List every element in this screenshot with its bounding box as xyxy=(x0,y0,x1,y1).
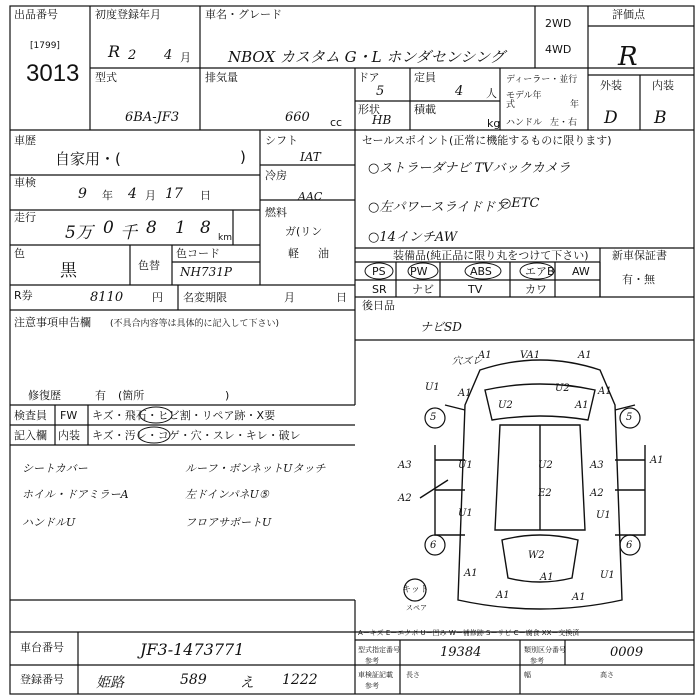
fw-items: キズ・飛石・ヒビ割・リペア跡・X要 xyxy=(92,409,276,422)
class-label: 類別区分番号 xyxy=(524,646,566,654)
class-ref: 参考 xyxy=(530,657,544,665)
equip-ps: PS xyxy=(372,265,386,278)
shift-label: シフト xyxy=(265,134,298,147)
sales-title: セールスポイント(正常に機能するものに限ります) xyxy=(362,134,612,147)
damage-legend: A－キズ E－エクボ U－凹み W－補修跡 S－サビ C－腐食 XX－交換済 xyxy=(358,629,580,637)
inspection-month: 4 xyxy=(128,186,137,202)
inspection-year-char: 年 xyxy=(102,189,113,202)
equip-tv: TV xyxy=(468,283,483,296)
lot-number-label: 出品番号 xyxy=(14,8,58,21)
height-label: 高さ xyxy=(600,671,614,679)
dmg-wheel-6-right: 6 xyxy=(626,540,633,551)
memo-1: シートカバー xyxy=(22,462,88,475)
recycle-value: 8110 xyxy=(90,290,124,305)
exterior-grade: D xyxy=(604,108,618,128)
color-label: 色 xyxy=(14,247,25,260)
dmg-hood-front: 穴ズレ xyxy=(452,356,482,367)
dmg-wheel-5-right: 5 xyxy=(626,412,633,423)
cc-unit: cc xyxy=(330,116,343,129)
dmg-left-door-u1: U1 xyxy=(458,460,473,471)
sales-point-3: ○ETC xyxy=(500,196,540,211)
doors-label: ドア xyxy=(358,71,380,84)
capacity-unit: 人 xyxy=(486,87,497,100)
plate-number: 1222 xyxy=(282,672,318,688)
dmg-left-rear-u1: U1 xyxy=(458,508,473,519)
repair-close: ) xyxy=(225,389,230,402)
car-name: NBOX カスタム G・L ホンダセンシング xyxy=(228,48,505,66)
shift-value: IAT xyxy=(300,150,321,164)
sales-point-2: ○左パワースライドドア xyxy=(368,200,508,215)
plate-label: 登録番号 xyxy=(20,673,64,686)
dmg-fr-a1: A1 xyxy=(598,386,612,397)
dmg-fl-fender: U1 xyxy=(425,382,440,393)
memo-6: フロアサポートU xyxy=(185,516,272,529)
warranty-value: 有・無 xyxy=(622,273,655,286)
repair-value: 有 xyxy=(95,389,106,402)
retrofit-label: 後日品 xyxy=(362,299,395,312)
color-code: NH731P xyxy=(180,265,232,279)
yen-unit: 円 xyxy=(152,291,163,304)
class-value: 0009 xyxy=(610,645,644,660)
handle-value: 左・右 xyxy=(550,118,578,128)
interior-grade: B xyxy=(654,108,667,128)
memo-3: ハンドルU xyxy=(22,516,76,529)
inspector-label: 検査員 xyxy=(14,409,47,422)
name-change-label: 名変期限 xyxy=(183,291,227,304)
equip-airbag: エアB xyxy=(525,265,555,278)
doors-value: 5 xyxy=(376,84,385,99)
dmg-rear-left-a1: A1 xyxy=(464,568,478,579)
mileage-label: 走行 xyxy=(14,211,36,224)
caution-label: 注意事項申告欄 xyxy=(14,316,91,329)
dmg-hood-u2a: U2 xyxy=(498,400,513,411)
dmg-bumper-a1: A1 xyxy=(496,590,510,601)
plate-class: 589 xyxy=(180,672,207,688)
dmg-front-va1: VA1 xyxy=(520,350,541,361)
dmg-rear-a1: A1 xyxy=(540,572,554,583)
car-reference-ref: 参考 xyxy=(365,682,379,690)
equip-sr: SR xyxy=(372,283,387,296)
certified-label: 型式指定番号 xyxy=(358,646,400,654)
certified-value: 19384 xyxy=(440,645,482,660)
dmg-roof-e2: E2 xyxy=(538,488,552,499)
chassis-label: 車台番号 xyxy=(20,641,64,654)
shape-value: HB xyxy=(372,113,392,127)
mileage-digit-0: 0 xyxy=(103,218,114,238)
memo-5: 左ドインパネU⑤ xyxy=(185,488,269,501)
spare-sub: スペア xyxy=(406,604,427,612)
dealer-label: ディーラー・並行 xyxy=(506,75,578,85)
equip-abs: ABS xyxy=(470,265,492,278)
km-unit: km xyxy=(218,233,232,243)
dmg-fl-a1: A1 xyxy=(458,388,472,399)
inspection-month-char: 月 xyxy=(145,189,156,202)
inspection-label: 車検 xyxy=(14,176,36,189)
repair-label: 修復歴 xyxy=(28,389,61,402)
first-reg-label: 初度登録年月 xyxy=(95,8,161,21)
mileage-man: 5万 xyxy=(65,223,93,243)
car-reference-label: 車検証記載 xyxy=(358,671,393,679)
load-label: 積載 xyxy=(414,103,436,116)
exterior-label: 外装 xyxy=(600,79,622,92)
dmg-rear-w2: W2 xyxy=(528,550,545,561)
fuel-light: 軽 xyxy=(288,247,299,260)
plate-region: 姫路 xyxy=(96,675,124,691)
capacity-value: 4 xyxy=(455,84,464,99)
model-label: 型式 xyxy=(95,71,117,84)
mileage-digit-8b: 8 xyxy=(200,218,211,238)
shape-label: 形状 xyxy=(358,103,380,116)
ac-value: AAC xyxy=(298,190,323,203)
mileage-sen: 千 xyxy=(120,223,137,243)
chassis-value: JF3-1473771 xyxy=(140,640,245,659)
recycle-label: R券 xyxy=(14,289,33,302)
dmg-rear-right-u1: U1 xyxy=(600,570,615,581)
interior-insp-label: 内装 xyxy=(58,429,80,442)
name-grade-label: 車名・グレード xyxy=(205,8,282,21)
equip-leather: カワ xyxy=(525,283,547,296)
grade-value: R xyxy=(618,42,638,72)
handle-label: ハンドル xyxy=(506,118,543,128)
dmg-wheel-6-left: 6 xyxy=(430,540,437,551)
caution-hint: (不具合内容等は具体的に記入して下さい) xyxy=(110,319,280,329)
dmg-fr-a1b: A1 xyxy=(575,400,589,411)
model-year-label: モデル年式 xyxy=(506,91,542,110)
color-change-label: 色替 xyxy=(138,259,160,272)
year-unit: 年 xyxy=(570,100,580,110)
dmg-right-a1: A1 xyxy=(650,455,664,466)
model-value: 6BA-JF3 xyxy=(125,110,180,125)
memo-2: ホイル・ドアミラーA xyxy=(22,488,129,501)
inspection-day: 17 xyxy=(165,186,183,202)
dmg-bumper-a1b: A1 xyxy=(572,592,586,603)
width-label: 幅 xyxy=(524,671,531,679)
reg-year: 2 xyxy=(128,48,137,63)
dmg-right-door-a3: A3 xyxy=(590,460,604,471)
displacement-label: 排気量 xyxy=(205,71,238,84)
interior-label: 内装 xyxy=(652,79,674,92)
color-code-label: 色コード xyxy=(176,247,220,260)
dmg-roof-u2: U2 xyxy=(538,460,553,471)
plate-kana: え xyxy=(240,675,254,691)
fuel-gas: ガ(リン xyxy=(285,225,323,238)
name-change-month: 月 xyxy=(284,291,295,304)
drive-2wd: 2WD xyxy=(545,17,572,30)
length-label: 長さ xyxy=(406,671,420,679)
ac-label: 冷房 xyxy=(265,169,287,182)
inspection-year: 9 xyxy=(78,186,87,202)
mileage-digit-1: 1 xyxy=(175,218,186,238)
inspection-day-char: 日 xyxy=(200,189,211,202)
color-value: 黒 xyxy=(60,261,77,281)
sales-point-1: ○ストラーダナビ TVバックカメラ xyxy=(368,161,571,176)
equip-circles xyxy=(355,248,600,297)
dmg-left-a3: A3 xyxy=(398,460,412,471)
certified-ref: 参考 xyxy=(365,657,379,665)
sales-point-4: ○14インチAW xyxy=(368,230,458,245)
grade-label: 評価点 xyxy=(612,8,645,21)
dmg-right-a2: A2 xyxy=(590,488,604,499)
reg-era: R xyxy=(108,42,121,61)
dmg-right-rear-u1: U1 xyxy=(596,510,611,521)
fuel-label: 燃料 xyxy=(265,206,287,219)
lot-number: 3013 xyxy=(26,60,80,87)
capacity-label: 定員 xyxy=(414,71,436,84)
repair-place: (箇所 xyxy=(118,389,145,402)
interior-items: キズ・汚レ・コゲ・穴・スレ・キレ・破レ xyxy=(92,429,301,442)
usage-close: ) xyxy=(240,148,246,166)
name-change-day: 日 xyxy=(336,291,347,304)
retrofit-value: ナビSD xyxy=(420,320,462,334)
new-warranty-label: 新車保証書 xyxy=(612,249,667,262)
dmg-front-a1b: A1 xyxy=(578,350,592,361)
dmg-wheel-5-left: 5 xyxy=(430,412,437,423)
usage-value: 自家用・( xyxy=(55,150,121,168)
lot-id: [1799] xyxy=(30,41,60,51)
fw-label: FW xyxy=(60,409,78,422)
reg-month: 4 xyxy=(164,48,173,63)
equip-pw: PW xyxy=(410,265,428,278)
mileage-digit-8: 8 xyxy=(146,218,157,238)
dmg-left-a2: A2 xyxy=(398,493,412,504)
drive-4wd: 4WD xyxy=(545,43,572,56)
memo-4: ルーフ・ボンネットUタッチ xyxy=(185,462,326,475)
month-unit: 月 xyxy=(180,51,191,64)
equip-aw: AW xyxy=(572,265,590,278)
equip-navi: ナビ xyxy=(412,283,434,296)
dmg-front-a1a: A1 xyxy=(478,350,492,361)
equipment-title: 装備品(純正品に限り丸をつけて下さい) xyxy=(393,249,589,262)
dmg-hood-u2b: U2 xyxy=(555,383,570,394)
inspector-circles xyxy=(88,405,208,445)
fuel-oil: 油 xyxy=(318,247,329,260)
spare-label: キット xyxy=(402,585,429,595)
displacement-value: 660 xyxy=(285,110,310,125)
kg-unit: kg xyxy=(487,117,501,130)
entry-label: 記入欄 xyxy=(14,429,47,442)
usage-label: 車歴 xyxy=(14,134,36,147)
